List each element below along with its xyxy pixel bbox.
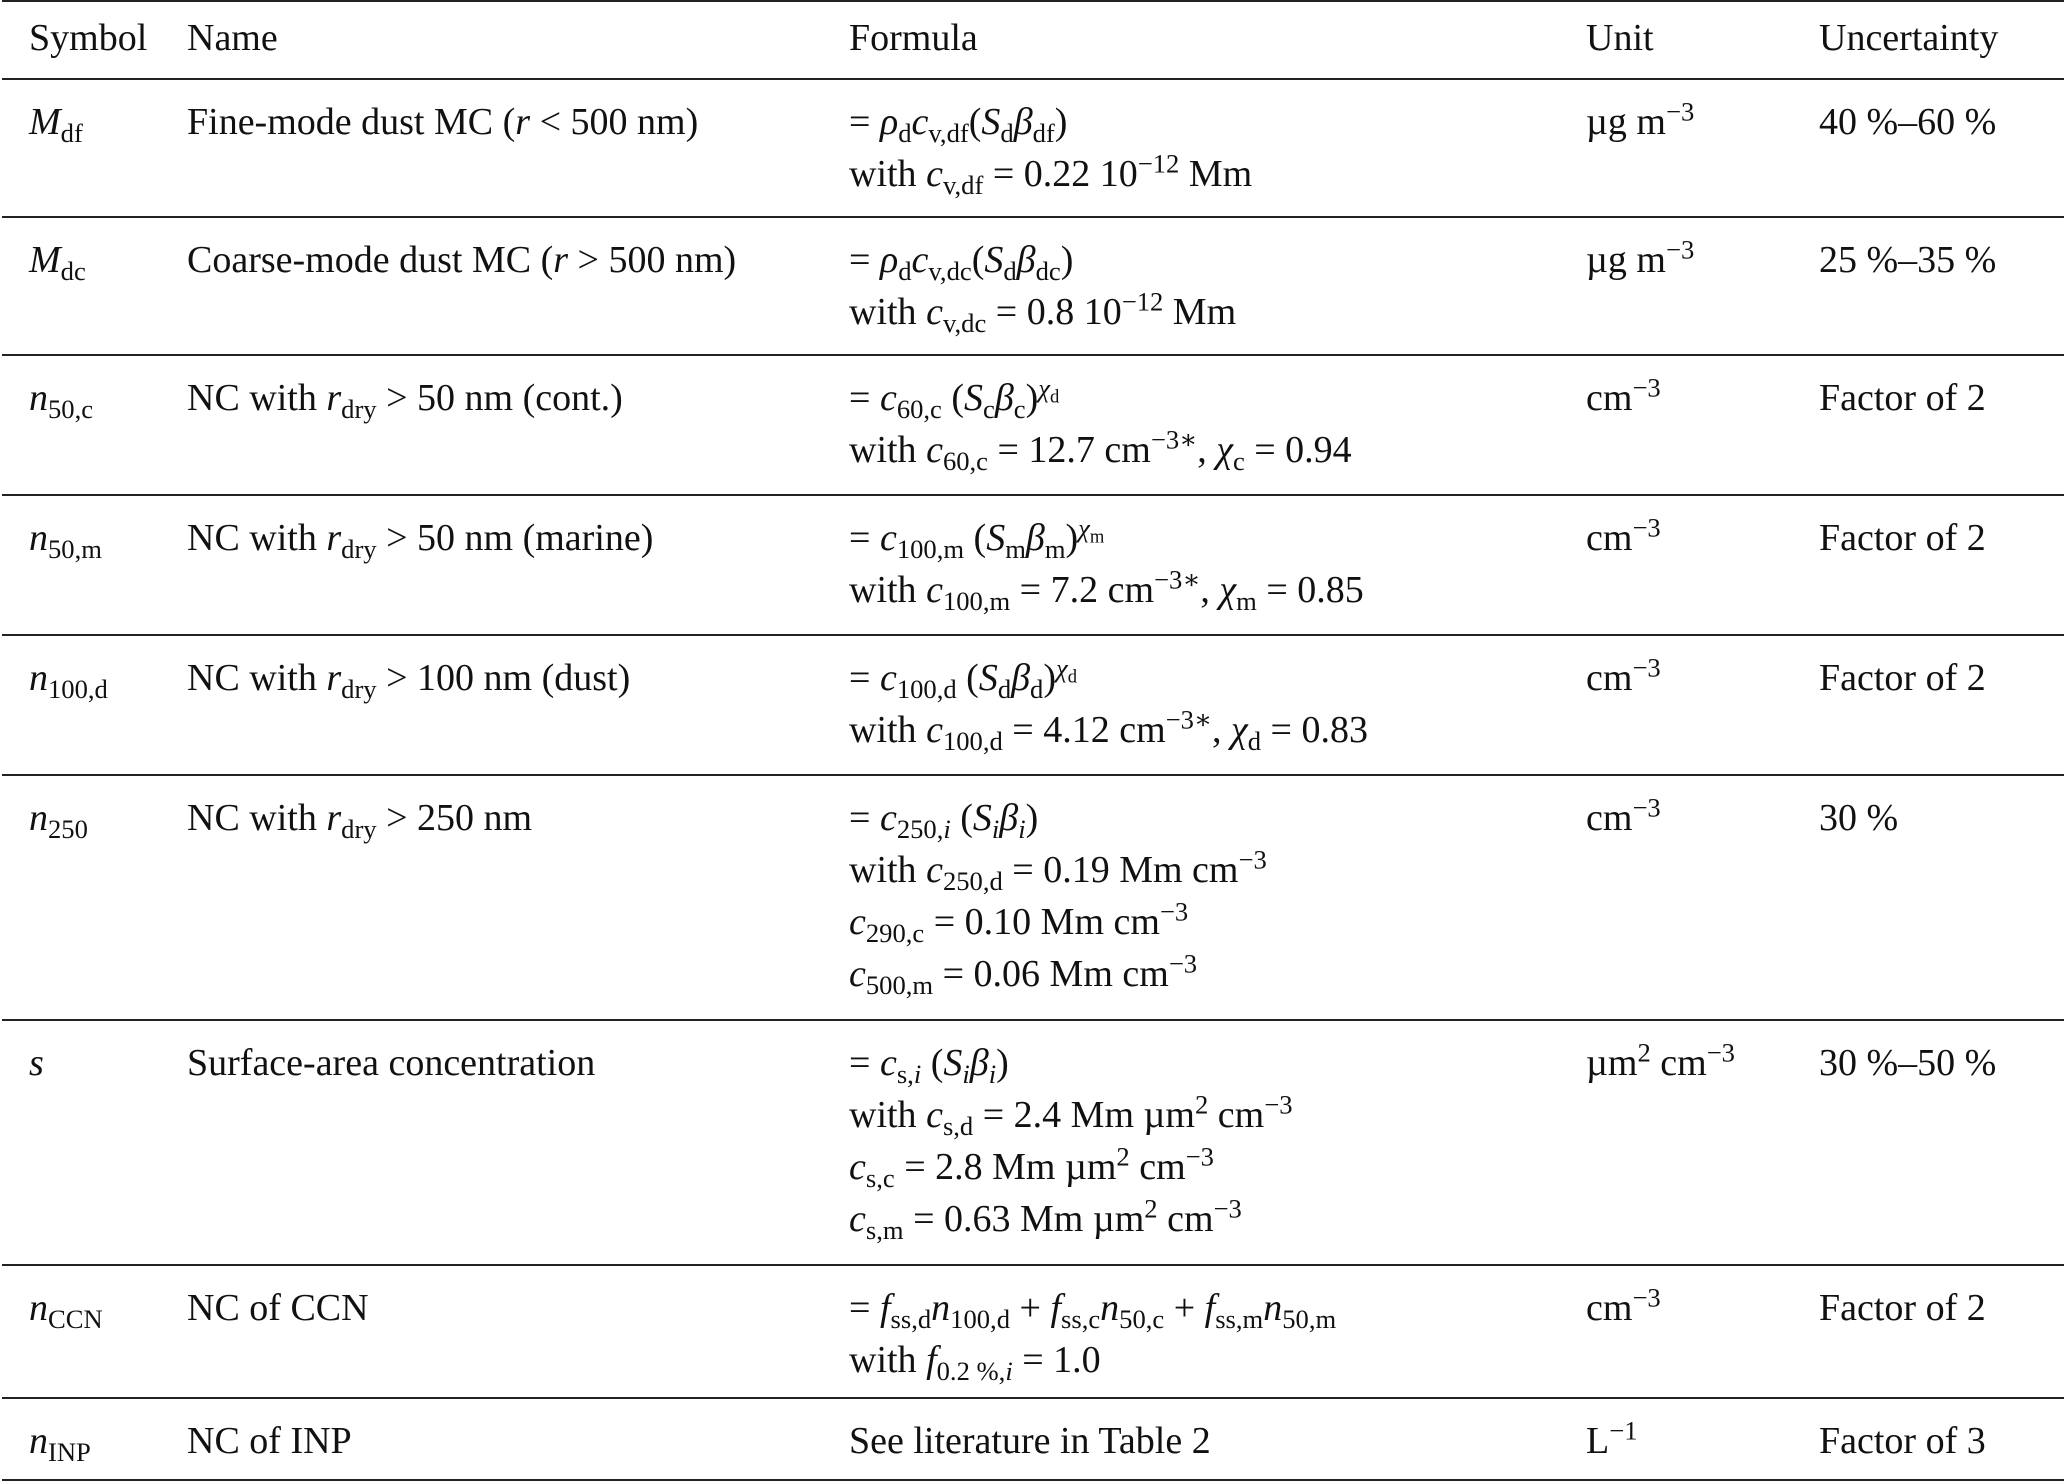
uncertainty-cell: 30 %–50 %: [1819, 1042, 1997, 1084]
table-row: [2, 217, 2064, 355]
formula-cell: = $c_{100,d}$ $(S_d\beta_d)^{\chi_d}$ with $c_{100,d} = 4.12$ $cm^{-3∗}$, $\chi_d = 0.83$: [849, 652, 1368, 756]
symbol-cell: s: [29, 1042, 44, 1084]
name-cell: NC with $r_{dry} > 100$ nm (dust): [187, 657, 631, 704]
unit-cell: $cm^{-3}$: [1586, 512, 1661, 559]
formula-cell: = $c_{250,i}$ $(S_i\beta_i)$ with $c_{250,d} = 0.19$ Mm $cm^{-3}$ $c_{290,c} = 0.10$ Mm $cm^{-3}$ $c_{500,m} = 0.06$ Mm $cm^{-3}$: [849, 797, 1267, 1000]
unit-cell: µm$^2$ $cm^{-3}$: [1586, 1037, 1735, 1084]
header-formula: Formula: [849, 17, 978, 59]
name-cell: NC with $r_{dry} > 50$ nm (marine): [187, 517, 654, 564]
symbol-cell: $M_{dc}$: [29, 239, 86, 286]
unit-cell: $cm^{-3}$: [1586, 792, 1661, 839]
name-cell: NC with $r_{dry} > 50$ nm (cont.): [187, 377, 623, 424]
table-row: [2, 775, 2064, 1020]
formula-cell: = $c_{60,c}$ $(S_c\beta_c)^{\chi_d}$ with $c_{60,c} = 12.7$ $cm^{-3∗}$, $\chi_c = 0.94$: [849, 372, 1352, 476]
unit-cell: $cm^{-3}$: [1586, 372, 1661, 419]
name-cell: Fine-mode dust MC (r < 500 nm): [187, 101, 699, 143]
uncertainty-cell: Factor of 3: [1819, 1420, 1986, 1462]
unit-cell: $L^{-1}$: [1586, 1415, 1638, 1462]
uncertainty-cell: 25 %–35 %: [1819, 239, 1997, 281]
table-row: [2, 1265, 2064, 1398]
name-cell: Coarse-mode dust MC (r > 500 nm): [187, 239, 737, 281]
symbol-cell: $M_{df}$: [29, 101, 83, 148]
unit-cell: µg $m^{-3}$: [1586, 234, 1695, 281]
header-row: [2, 1, 2064, 79]
formula-cell: See literature in Table 2: [849, 1420, 1211, 1462]
header-name: Name: [187, 17, 278, 59]
header-symbol: Symbol: [29, 17, 148, 59]
table-row: [2, 1398, 2064, 1480]
symbol-cell: $n_{CCN}$: [29, 1287, 103, 1334]
unit-cell: µg $m^{-3}$: [1586, 96, 1695, 143]
uncertainty-cell: Factor of 2: [1819, 657, 1986, 699]
name-cell: NC with $r_{dry} > 250$ nm: [187, 797, 533, 844]
formula-cell: = $\rho_dc_{v,dc}(S_d\beta_{dc})$ with $c_{v,dc} = 0.8$ $10^{-12}$ Mm: [849, 239, 1237, 338]
uncertainty-cell: Factor of 2: [1819, 517, 1986, 559]
table-row: [2, 495, 2064, 635]
table-row: [2, 79, 2064, 217]
aerosol-parameter-table: [2, 0, 2064, 1481]
name-cell: NC of CCN: [187, 1287, 369, 1329]
unit-cell: $cm^{-3}$: [1586, 1282, 1661, 1329]
uncertainty-cell: 30 %: [1819, 797, 1899, 839]
uncertainty-cell: Factor of 2: [1819, 377, 1986, 419]
symbol-cell: $n_{100,d}$: [29, 657, 108, 704]
formula-cell: = $c_{s,i}$ $(S_i\beta_i)$ with $c_{s,d} = 2.4$ Mm µm$^2$ $cm^{-3}$ $c_{s,c} = 2.8$ Mm µm$^2$ $cm^{-3}$ $c_{s,m} = 0.63$ Mm µm$^2$ $cm^{-3}$: [849, 1042, 1293, 1245]
name-cell: NC of INP: [187, 1420, 352, 1462]
symbol-cell: $n_{50,c}$: [29, 377, 94, 424]
unit-cell: $cm^{-3}$: [1586, 652, 1661, 699]
uncertainty-cell: Factor of 2: [1819, 1287, 1986, 1329]
uncertainty-cell: 40 %–60 %: [1819, 101, 1997, 143]
formula-cell: = $f_{ss,d}n_{100,d} + f_{ss,c}n_{50,c} + f_{ss,m}n_{50,m}$ with $f_{0.2 \%,i} = 1.0$: [849, 1287, 1337, 1386]
table-row: [2, 355, 2064, 495]
header-uncertainty: Uncertainty: [1819, 17, 1999, 59]
table-row: [2, 1020, 2064, 1265]
formula-cell: = $\rho_dc_{v,df}(S_d\beta_{df})$ with $c_{v,df} = 0.22$ $10^{-12}$ Mm: [849, 101, 1253, 200]
symbol-cell: $n_{250}$: [29, 797, 88, 844]
formula-cell: = $c_{100,m}$ $(S_m\beta_m)^{\chi_m}$ with $c_{100,m} = 7.2$ $cm^{-3∗}$, $\chi_m = 0.85$: [849, 512, 1364, 616]
symbol-cell: $n_{INP}$: [29, 1420, 91, 1467]
header-unit: Unit: [1586, 17, 1654, 59]
symbol-cell: $n_{50,m}$: [29, 517, 102, 564]
name-cell: Surface-area concentration: [187, 1042, 596, 1084]
table-row: [2, 635, 2064, 775]
